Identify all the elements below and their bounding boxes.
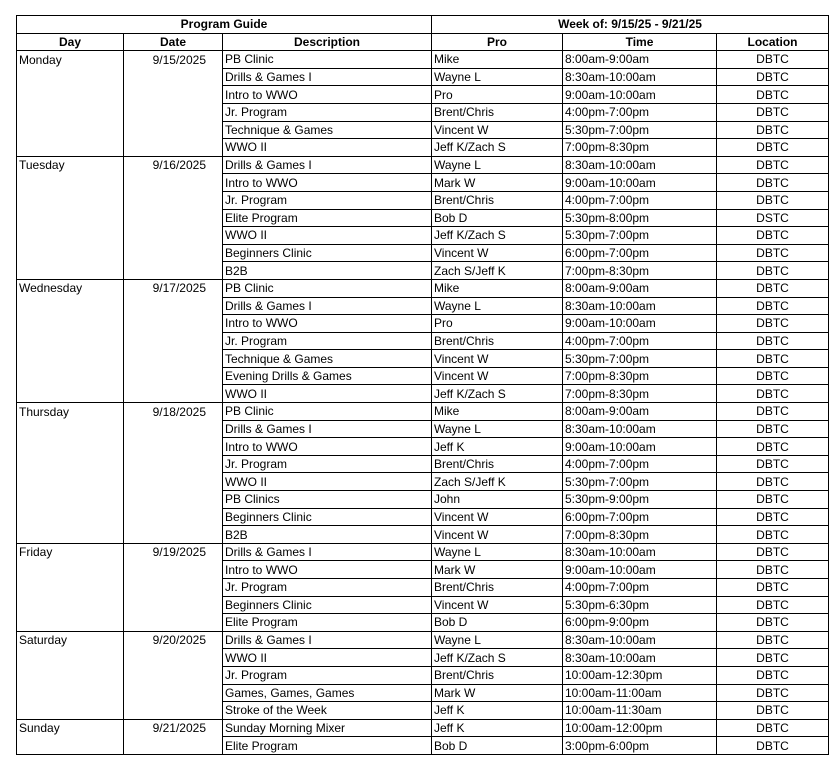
day-cell: Wednesday <box>17 279 124 297</box>
description-cell: Beginners Clinic <box>223 508 432 526</box>
pro-cell: Mark W <box>432 561 563 579</box>
table-row <box>17 455 829 473</box>
location-cell: DBTC <box>717 86 829 104</box>
location-cell: DBTC <box>717 279 829 297</box>
location-cell: DBTC <box>717 121 829 139</box>
time-cell: 7:00pm-8:30pm <box>563 139 717 157</box>
description-cell: Intro to WWO <box>223 561 432 579</box>
description-cell: Elite Program <box>223 614 432 632</box>
description-cell: PB Clinic <box>223 279 432 297</box>
description-cell: Stroke of the Week <box>223 702 432 720</box>
table-row <box>17 86 829 104</box>
pro-cell: Zach S/Jeff K <box>432 262 563 280</box>
location-cell: DBTC <box>717 614 829 632</box>
date-cell <box>124 332 223 350</box>
day-cell <box>17 508 124 526</box>
location-cell: DBTC <box>717 491 829 509</box>
date-cell <box>124 614 223 632</box>
time-cell: 6:00pm-9:00pm <box>563 614 717 632</box>
date-cell: 9/16/2025 <box>124 156 223 174</box>
program-guide-table <box>16 15 829 755</box>
table-row <box>17 315 829 333</box>
time-cell: 8:30am-10:00am <box>563 543 717 561</box>
date-cell <box>124 121 223 139</box>
table-row <box>17 297 829 315</box>
pro-cell: Vincent W <box>432 367 563 385</box>
table-row <box>17 51 829 69</box>
description-cell: PB Clinic <box>223 403 432 421</box>
pro-cell: Brent/Chris <box>432 332 563 350</box>
date-cell <box>124 508 223 526</box>
table-row <box>17 191 829 209</box>
date-cell <box>124 350 223 368</box>
time-cell: 10:00am-11:30am <box>563 702 717 720</box>
time-cell: 8:00am-9:00am <box>563 279 717 297</box>
description-cell: B2B <box>223 526 432 544</box>
date-cell <box>124 649 223 667</box>
location-cell: DBTC <box>717 403 829 421</box>
day-cell <box>17 139 124 157</box>
description-cell: Drills & Games I <box>223 631 432 649</box>
time-cell: 6:00pm-7:00pm <box>563 244 717 262</box>
column-header-time: Time <box>563 33 717 51</box>
pro-cell: Pro <box>432 86 563 104</box>
time-cell: 5:30pm-7:00pm <box>563 121 717 139</box>
table-row <box>17 737 829 755</box>
pro-cell: Wayne L <box>432 631 563 649</box>
location-cell: DBTC <box>717 68 829 86</box>
table-row <box>17 491 829 509</box>
description-cell: Drills & Games I <box>223 68 432 86</box>
date-cell <box>124 561 223 579</box>
time-cell: 7:00pm-8:30pm <box>563 367 717 385</box>
location-cell: DBTC <box>717 684 829 702</box>
time-cell: 9:00am-10:00am <box>563 315 717 333</box>
location-cell: DBTC <box>717 631 829 649</box>
table-row <box>17 666 829 684</box>
table-row <box>17 227 829 245</box>
time-cell: 4:00pm-7:00pm <box>563 103 717 121</box>
table-row <box>17 139 829 157</box>
date-cell: 9/17/2025 <box>124 279 223 297</box>
day-cell <box>17 86 124 104</box>
table-row <box>17 174 829 192</box>
table-row <box>17 385 829 403</box>
pro-cell: Wayne L <box>432 156 563 174</box>
day-cell <box>17 68 124 86</box>
date-cell <box>124 315 223 333</box>
time-cell: 4:00pm-7:00pm <box>563 191 717 209</box>
location-cell: DBTC <box>717 719 829 737</box>
day-cell <box>17 244 124 262</box>
table-row <box>17 244 829 262</box>
day-cell: Sunday <box>17 719 124 737</box>
pro-cell: Mike <box>432 403 563 421</box>
date-cell <box>124 103 223 121</box>
day-cell <box>17 121 124 139</box>
date-cell <box>124 367 223 385</box>
day-cell <box>17 579 124 597</box>
time-cell: 10:00am-12:00pm <box>563 719 717 737</box>
table-row <box>17 262 829 280</box>
day-cell <box>17 702 124 720</box>
location-cell: DBTC <box>717 420 829 438</box>
pro-cell: Brent/Chris <box>432 579 563 597</box>
day-cell <box>17 596 124 614</box>
location-cell: DBTC <box>717 473 829 491</box>
pro-cell: Vincent W <box>432 508 563 526</box>
description-cell: Jr. Program <box>223 455 432 473</box>
description-cell: Intro to WWO <box>223 315 432 333</box>
day-cell <box>17 420 124 438</box>
description-cell: Technique & Games <box>223 350 432 368</box>
pro-cell: Bob D <box>432 614 563 632</box>
pro-cell: Mark W <box>432 174 563 192</box>
day-cell <box>17 438 124 456</box>
pro-cell: Pro <box>432 315 563 333</box>
description-cell: Drills & Games I <box>223 543 432 561</box>
day-cell <box>17 473 124 491</box>
pro-cell: Jeff K/Zach S <box>432 139 563 157</box>
day-cell <box>17 737 124 755</box>
date-cell <box>124 174 223 192</box>
location-cell: DBTC <box>717 702 829 720</box>
table-row <box>17 209 829 227</box>
description-cell: Sunday Morning Mixer <box>223 719 432 737</box>
pro-cell: Jeff K <box>432 702 563 720</box>
time-cell: 9:00am-10:00am <box>563 561 717 579</box>
table-row <box>17 473 829 491</box>
table-row <box>17 279 829 297</box>
date-cell <box>124 666 223 684</box>
time-cell: 9:00am-10:00am <box>563 438 717 456</box>
day-cell: Thursday <box>17 403 124 421</box>
date-cell <box>124 68 223 86</box>
description-cell: Intro to WWO <box>223 174 432 192</box>
time-cell: 8:00am-9:00am <box>563 51 717 69</box>
description-cell: Beginners Clinic <box>223 596 432 614</box>
time-cell: 7:00pm-8:30pm <box>563 526 717 544</box>
time-cell: 9:00am-10:00am <box>563 86 717 104</box>
date-cell <box>124 473 223 491</box>
time-cell: 10:00am-11:00am <box>563 684 717 702</box>
location-cell: DBTC <box>717 649 829 667</box>
date-cell <box>124 579 223 597</box>
location-cell: DBTC <box>717 737 829 755</box>
date-cell: 9/18/2025 <box>124 403 223 421</box>
location-cell: DBTC <box>717 350 829 368</box>
column-header-day: Day <box>17 33 124 51</box>
date-cell: 9/15/2025 <box>124 51 223 69</box>
date-cell <box>124 737 223 755</box>
day-cell <box>17 209 124 227</box>
table-row <box>17 719 829 737</box>
description-cell: WWO II <box>223 139 432 157</box>
description-cell: Beginners Clinic <box>223 244 432 262</box>
time-cell: 8:30am-10:00am <box>563 649 717 667</box>
day-cell <box>17 262 124 280</box>
time-cell: 3:00pm-6:00pm <box>563 737 717 755</box>
schedule-body <box>17 51 829 755</box>
time-cell: 8:00am-9:00am <box>563 403 717 421</box>
time-cell: 5:30pm-6:30pm <box>563 596 717 614</box>
day-cell: Monday <box>17 51 124 69</box>
time-cell: 10:00am-12:30pm <box>563 666 717 684</box>
description-cell: Jr. Program <box>223 666 432 684</box>
table-row <box>17 508 829 526</box>
pro-cell: Jeff K/Zach S <box>432 227 563 245</box>
pro-cell: Brent/Chris <box>432 455 563 473</box>
location-cell: DBTC <box>717 367 829 385</box>
time-cell: 5:30pm-9:00pm <box>563 491 717 509</box>
day-cell: Saturday <box>17 631 124 649</box>
day-cell <box>17 350 124 368</box>
pro-cell: Zach S/Jeff K <box>432 473 563 491</box>
date-cell: 9/21/2025 <box>124 719 223 737</box>
location-cell: DBTC <box>717 156 829 174</box>
description-cell: PB Clinics <box>223 491 432 509</box>
time-cell: 4:00pm-7:00pm <box>563 579 717 597</box>
program-guide-title: Program Guide <box>17 16 432 34</box>
pro-cell: Brent/Chris <box>432 103 563 121</box>
table-row <box>17 614 829 632</box>
column-header-date: Date <box>124 33 223 51</box>
day-cell <box>17 684 124 702</box>
location-cell: DBTC <box>717 103 829 121</box>
time-cell: 7:00pm-8:30pm <box>563 262 717 280</box>
date-cell <box>124 420 223 438</box>
day-cell <box>17 491 124 509</box>
column-header-description: Description <box>223 33 432 51</box>
location-cell: DBTC <box>717 244 829 262</box>
location-cell: DBTC <box>717 297 829 315</box>
location-cell: DBTC <box>717 526 829 544</box>
time-cell: 5:30pm-7:00pm <box>563 350 717 368</box>
location-cell: DBTC <box>717 385 829 403</box>
table-row <box>17 438 829 456</box>
pro-cell: John <box>432 491 563 509</box>
time-cell: 8:30am-10:00am <box>563 631 717 649</box>
location-cell: DBTC <box>717 438 829 456</box>
table-row <box>17 121 829 139</box>
column-header-row <box>17 33 829 51</box>
table-row <box>17 702 829 720</box>
time-cell: 9:00am-10:00am <box>563 174 717 192</box>
description-cell: Drills & Games I <box>223 420 432 438</box>
date-cell: 9/20/2025 <box>124 631 223 649</box>
description-cell: Jr. Program <box>223 332 432 350</box>
table-row <box>17 561 829 579</box>
table-row <box>17 420 829 438</box>
location-cell: DBTC <box>717 666 829 684</box>
location-cell: DBTC <box>717 579 829 597</box>
description-cell: Drills & Games I <box>223 297 432 315</box>
description-cell: WWO II <box>223 227 432 245</box>
date-cell <box>124 262 223 280</box>
date-cell <box>124 139 223 157</box>
day-cell <box>17 666 124 684</box>
pro-cell: Vincent W <box>432 121 563 139</box>
day-cell <box>17 174 124 192</box>
week-label: Week of: 9/15/25 - 9/21/25 <box>432 16 829 34</box>
table-row <box>17 103 829 121</box>
pro-cell: Vincent W <box>432 596 563 614</box>
day-cell <box>17 367 124 385</box>
description-cell: Technique & Games <box>223 121 432 139</box>
time-cell: 6:00pm-7:00pm <box>563 508 717 526</box>
day-cell <box>17 561 124 579</box>
pro-cell: Wayne L <box>432 420 563 438</box>
pro-cell: Jeff K <box>432 438 563 456</box>
location-cell: DBTC <box>717 561 829 579</box>
pro-cell: Jeff K/Zach S <box>432 649 563 667</box>
date-cell <box>124 209 223 227</box>
description-cell: Elite Program <box>223 737 432 755</box>
date-cell <box>124 244 223 262</box>
pro-cell: Vincent W <box>432 350 563 368</box>
location-cell: DBTC <box>717 455 829 473</box>
location-cell: DBTC <box>717 174 829 192</box>
day-cell <box>17 455 124 473</box>
pro-cell: Jeff K/Zach S <box>432 385 563 403</box>
pro-cell: Bob D <box>432 737 563 755</box>
description-cell: B2B <box>223 262 432 280</box>
table-row <box>17 68 829 86</box>
table-row <box>17 156 829 174</box>
day-cell <box>17 227 124 245</box>
table-row <box>17 596 829 614</box>
description-cell: Jr. Program <box>223 191 432 209</box>
day-cell <box>17 385 124 403</box>
day-cell <box>17 297 124 315</box>
table-row <box>17 332 829 350</box>
day-cell <box>17 315 124 333</box>
location-cell: DBTC <box>717 191 829 209</box>
date-cell <box>124 596 223 614</box>
time-cell: 5:30pm-7:00pm <box>563 473 717 491</box>
date-cell <box>124 385 223 403</box>
pro-cell: Mike <box>432 279 563 297</box>
time-cell: 5:30pm-8:00pm <box>563 209 717 227</box>
location-cell: DBTC <box>717 227 829 245</box>
day-cell <box>17 649 124 667</box>
pro-cell: Wayne L <box>432 543 563 561</box>
description-cell: Drills & Games I <box>223 156 432 174</box>
location-cell: DBTC <box>717 596 829 614</box>
date-cell: 9/19/2025 <box>124 543 223 561</box>
table-row <box>17 543 829 561</box>
description-cell: Intro to WWO <box>223 438 432 456</box>
day-cell <box>17 103 124 121</box>
date-cell <box>124 702 223 720</box>
date-cell <box>124 491 223 509</box>
pro-cell: Brent/Chris <box>432 191 563 209</box>
description-cell: Jr. Program <box>223 103 432 121</box>
pro-cell: Brent/Chris <box>432 666 563 684</box>
date-cell <box>124 526 223 544</box>
table-row <box>17 579 829 597</box>
time-cell: 8:30am-10:00am <box>563 156 717 174</box>
date-cell <box>124 438 223 456</box>
time-cell: 4:00pm-7:00pm <box>563 332 717 350</box>
time-cell: 5:30pm-7:00pm <box>563 227 717 245</box>
location-cell: DBTC <box>717 332 829 350</box>
pro-cell: Bob D <box>432 209 563 227</box>
description-cell: PB Clinic <box>223 51 432 69</box>
day-cell: Friday <box>17 543 124 561</box>
time-cell: 7:00pm-8:30pm <box>563 385 717 403</box>
description-cell: Jr. Program <box>223 579 432 597</box>
location-cell: DBTC <box>717 262 829 280</box>
table-row <box>17 403 829 421</box>
program-guide-sheet <box>16 15 829 755</box>
pro-cell: Mike <box>432 51 563 69</box>
title-row <box>17 16 829 34</box>
date-cell <box>124 297 223 315</box>
table-row <box>17 367 829 385</box>
table-row <box>17 631 829 649</box>
day-cell <box>17 526 124 544</box>
location-cell: DBTC <box>717 315 829 333</box>
description-cell: Evening Drills & Games <box>223 367 432 385</box>
day-cell <box>17 191 124 209</box>
location-cell: DBTC <box>717 508 829 526</box>
pro-cell: Wayne L <box>432 68 563 86</box>
day-cell: Tuesday <box>17 156 124 174</box>
description-cell: Games, Games, Games <box>223 684 432 702</box>
pro-cell: Vincent W <box>432 526 563 544</box>
description-cell: WWO II <box>223 385 432 403</box>
table-row <box>17 684 829 702</box>
description-cell: Elite Program <box>223 209 432 227</box>
table-row <box>17 526 829 544</box>
date-cell <box>124 191 223 209</box>
description-cell: WWO II <box>223 649 432 667</box>
location-cell: DSTC <box>717 209 829 227</box>
day-cell <box>17 332 124 350</box>
date-cell <box>124 455 223 473</box>
description-cell: WWO II <box>223 473 432 491</box>
pro-cell: Mark W <box>432 684 563 702</box>
time-cell: 8:30am-10:00am <box>563 420 717 438</box>
date-cell <box>124 227 223 245</box>
pro-cell: Vincent W <box>432 244 563 262</box>
pro-cell: Wayne L <box>432 297 563 315</box>
table-row <box>17 649 829 667</box>
location-cell: DBTC <box>717 139 829 157</box>
time-cell: 8:30am-10:00am <box>563 297 717 315</box>
date-cell <box>124 86 223 104</box>
table-row <box>17 350 829 368</box>
column-header-pro: Pro <box>432 33 563 51</box>
time-cell: 8:30am-10:00am <box>563 68 717 86</box>
date-cell <box>124 684 223 702</box>
pro-cell: Jeff K <box>432 719 563 737</box>
location-cell: DBTC <box>717 51 829 69</box>
time-cell: 4:00pm-7:00pm <box>563 455 717 473</box>
location-cell: DBTC <box>717 543 829 561</box>
day-cell <box>17 614 124 632</box>
description-cell: Intro to WWO <box>223 86 432 104</box>
column-header-location: Location <box>717 33 829 51</box>
